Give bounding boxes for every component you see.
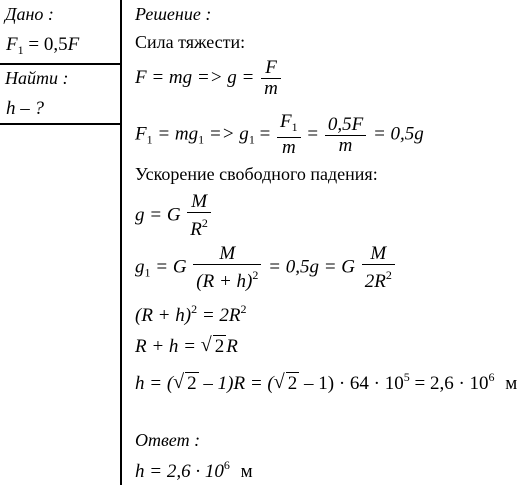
given-f1: $F_1 = 0,5F$ bbox=[6, 34, 80, 57]
find-divider bbox=[0, 123, 121, 125]
equation-sqrt: R + h = √ 2 R bbox=[135, 336, 238, 358]
answer-value: $h = 2,6 \cdot 10^6$ м bbox=[135, 458, 253, 482]
equation-h-result: h = (√ 2 – 1)R = (√ $2 - 1) \cdot 64 \cdot 10^5 = 2,6 \cdot 10^6$ м bbox=[135, 370, 517, 395]
find-header: Найти : bbox=[5, 68, 69, 88]
column-divider bbox=[120, 0, 122, 485]
equation-g1-gravity: $g_1 = G$ $\frac{M}{(R + h)^2}$ = 0,5g = G $\frac{M}{2R^2}$ bbox=[135, 244, 397, 292]
equation-squared: $(R + h)^2 = 2R^2$ bbox=[135, 302, 247, 326]
given-header: Дано : bbox=[5, 4, 54, 24]
equation-g1: $F_1 = mg_1 => g_1$ = $\frac{F_1}{m}$ = $\frac{0,5F}{m}$ = 0,5g bbox=[135, 111, 424, 158]
solution-header: Решение : bbox=[135, 4, 212, 24]
acceleration-label: Ускорение свободного падения: bbox=[135, 164, 378, 184]
answer-header: Ответ : bbox=[135, 430, 201, 450]
given-divider bbox=[0, 63, 121, 65]
equation-gravity: F = mg => g = $\frac{F}{m}$ bbox=[135, 58, 283, 99]
find-h: h – ? bbox=[6, 98, 44, 119]
gravity-label: Сила тяжести: bbox=[135, 32, 246, 52]
equation-g: g = G $\frac{M}{R^2}$ bbox=[135, 192, 213, 240]
